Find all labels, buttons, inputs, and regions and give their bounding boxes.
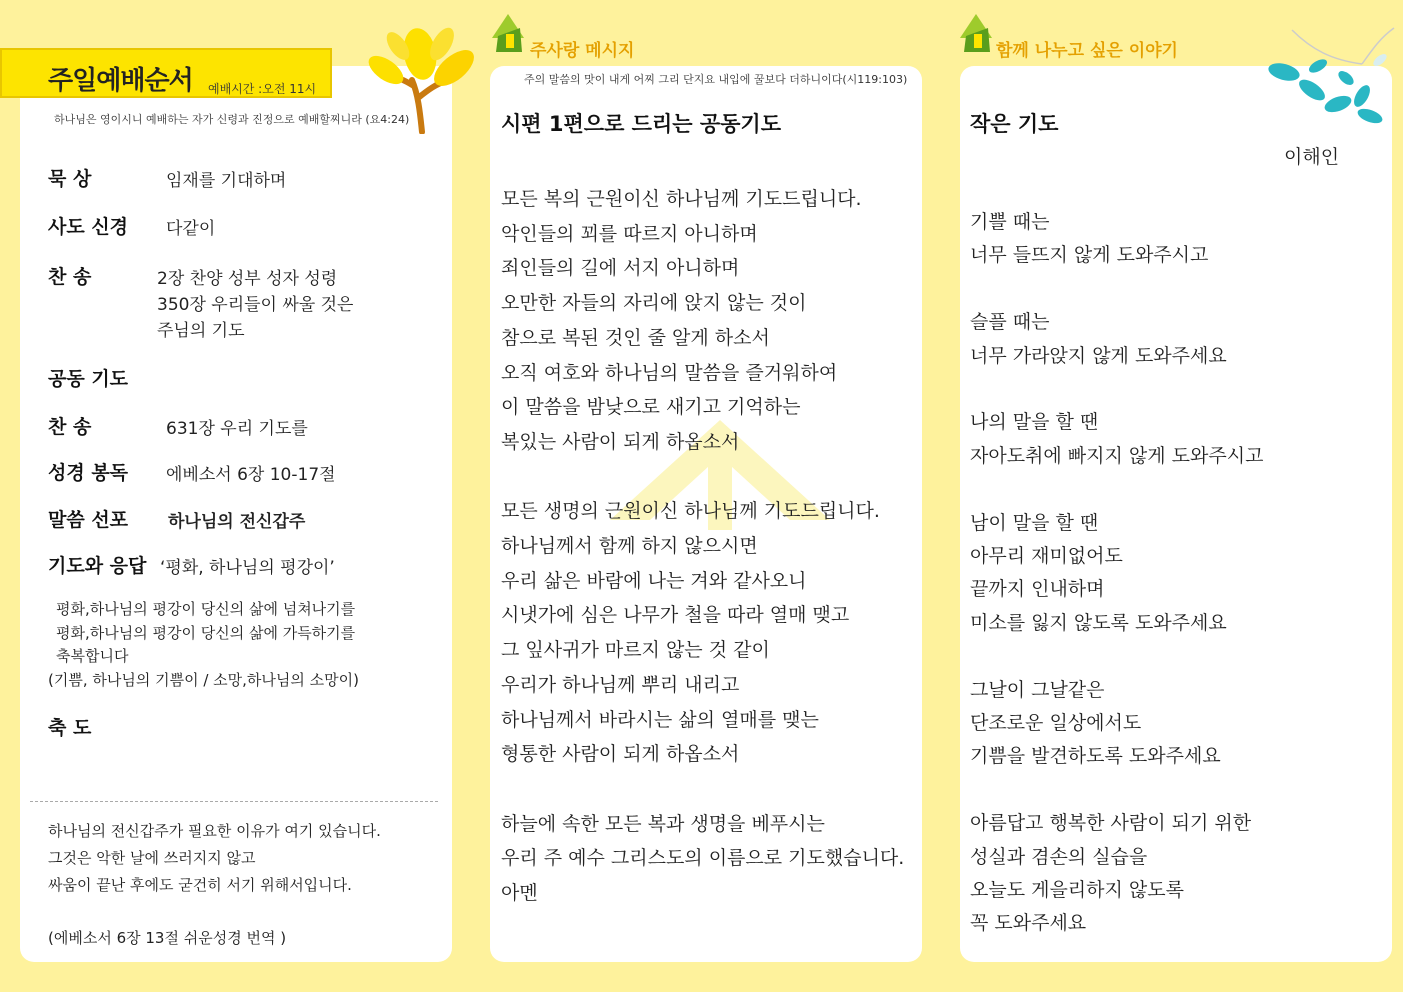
order-value: 주님의 기도 [157, 321, 245, 341]
order-label: 공동 기도 [48, 368, 129, 390]
prayer-line: 우리 주 예수 그리스도의 이름으로 기도했습니다. [501, 847, 905, 870]
poem-line: 꼭 도와주세요 [970, 912, 1087, 935]
prayer-line: 복있는 사람이 되게 하옵소서 [501, 430, 740, 453]
order-value: 에베소서 6장 10-17절 [166, 465, 336, 485]
order-label: 기도와 응답 [48, 555, 147, 577]
prayer-line: 우리가 하나님께 뿌리 내리고 [501, 673, 740, 696]
prayer-line: 우리 삶은 바람에 나는 겨와 같사오니 [501, 569, 807, 592]
church-logo-icon [960, 14, 994, 54]
response-line: 평화,하나님의 평강이 당신의 삶에 넘쳐나기를 [56, 600, 356, 618]
response-line: (기쁨, 하나님의 기쁨이 / 소망,하나님의 소망이) [48, 671, 359, 689]
poem-line: 기쁨을 발견하도록 도와주세요 [970, 745, 1221, 768]
prayer-line: 하늘에 속한 모든 복과 생명을 베푸시는 [501, 812, 825, 835]
order-label: 축 도 [48, 717, 92, 739]
poem-line: 자아도취에 빠지지 않게 도와주시고 [970, 444, 1264, 467]
prayer-line: 악인들의 꾀를 따르지 아니하며 [501, 222, 758, 245]
order-label: 묵 상 [48, 168, 92, 190]
prayer-line: 모든 복의 근원이신 하나님께 기도드립니다. [501, 188, 862, 210]
prayer-line: 하나님께서 함께 하지 않으시면 [501, 535, 758, 557]
order-value: 임재를 기대하며 [166, 171, 287, 191]
middle-header: 주사랑 메시지 [530, 41, 635, 61]
poem-line: 단조로운 일상에서도 [970, 712, 1142, 734]
poem-line: 기쁠 때는 [970, 211, 1050, 233]
poem-line: 너무 가라앉지 않게 도와주세요 [970, 344, 1227, 367]
poem-line: 끝까지 인내하며 [970, 578, 1105, 601]
order-label: 성경 봉독 [48, 462, 129, 484]
poem-line: 나의 말을 할 땐 [970, 411, 1099, 434]
order-label: 찬 송 [48, 416, 92, 438]
order-value: 631장 우리 기도를 [166, 419, 308, 439]
church-logo-icon [492, 14, 526, 54]
poem-line: 성실과 겸손의 실습을 [970, 845, 1148, 868]
poem-line: 아름답고 행복한 사람이 되기 위한 [970, 812, 1252, 835]
order-label: 찬 송 [48, 266, 92, 288]
sermon-title: 하나님의 전신갑주 [168, 512, 306, 532]
poem-line: 너무 들뜨지 않게 도와주시고 [970, 244, 1209, 267]
prayer-line: 아멘 [501, 882, 538, 904]
author: 이해인 [1284, 146, 1340, 168]
service-time: 예배시간 :오전 11시 [208, 82, 317, 96]
divider [30, 801, 438, 802]
prayer-line: 형통한 사람이 되게 하옵소서 [501, 743, 740, 766]
prayer-line: 모든 생명의 근원이신 하나님께 기도드립니다. [501, 500, 880, 523]
prayer-line: 오만한 자들의 자리에 앉지 않는 것이 [501, 292, 807, 315]
footer-line: 싸움이 끝난 후에도 굳건히 서기 위해서입니다. [48, 876, 352, 894]
prayer-line: 오직 여호와 하나님의 말씀을 즐거워하여 [501, 361, 838, 384]
footer-line: 하나님의 전신갑주가 필요한 이유가 여기 있습니다. [48, 822, 381, 840]
order-label: 말씀 선포 [48, 509, 129, 531]
footer-line: (에베소서 6장 13절 쉬운성경 번역 ) [48, 929, 287, 947]
verse-text: 하나님은 영이시니 예배하는 자가 신령과 진정으로 예배할찌니라 (요4:24) [54, 113, 410, 126]
page-title: 주일예배순서 [48, 66, 193, 96]
order-value: 다같이 [166, 219, 216, 239]
poem-line: 오늘도 게을리하지 않도록 [970, 879, 1184, 901]
middle-subheader: 주의 말씀의 맛이 내게 어찌 그리 단지요 내입에 꿀보다 더하니이다(시119:103) [524, 73, 908, 86]
poem-line: 그날이 그날같은 [970, 678, 1105, 701]
prayer-line: 이 말씀을 밤낮으로 새기고 기억하는 [501, 396, 801, 419]
poem-line: 미소를 잃지 않도록 도와주세요 [970, 611, 1227, 634]
order-label: 사도 신경 [48, 216, 129, 238]
response-line: 축복합니다 [56, 647, 129, 665]
prayer-line: 그 잎사귀가 마르지 않는 것 같이 [501, 639, 770, 662]
prayer-line: 참으로 복된 것인 줄 알게 하소서 [501, 326, 770, 349]
order-value: ‘평화, 하나님의 평강이’ [160, 558, 335, 578]
prayer-line: 시냇가에 심은 나무가 철을 따라 열매 맺고 [501, 604, 850, 627]
right-header: 함께 나누고 싶은 이야기 [996, 41, 1178, 61]
order-value: 350장 우리들이 싸울 것은 [157, 295, 354, 315]
poem-line: 남이 말을 할 땐 [970, 511, 1099, 534]
order-value: 2장 찬양 성부 성자 성령 [157, 269, 338, 289]
right-title: 작은 기도 [970, 112, 1059, 136]
middle-title: 시편 1편으로 드리는 공동기도 [501, 112, 781, 136]
response-line: 평화,하나님의 평강이 당신의 삶에 가득하기를 [56, 624, 356, 642]
prayer-line: 하나님께서 바라시는 삶의 열매를 맺는 [501, 708, 819, 731]
poem-line: 슬플 때는 [970, 311, 1050, 334]
footer-line: 그것은 악한 날에 쓰러지지 않고 [48, 849, 256, 867]
leaf-decoration-icon [1262, 20, 1402, 132]
prayer-line: 죄인들의 길에 서지 아니하며 [501, 257, 740, 280]
poem-line: 아무리 재미없어도 [970, 545, 1123, 567]
